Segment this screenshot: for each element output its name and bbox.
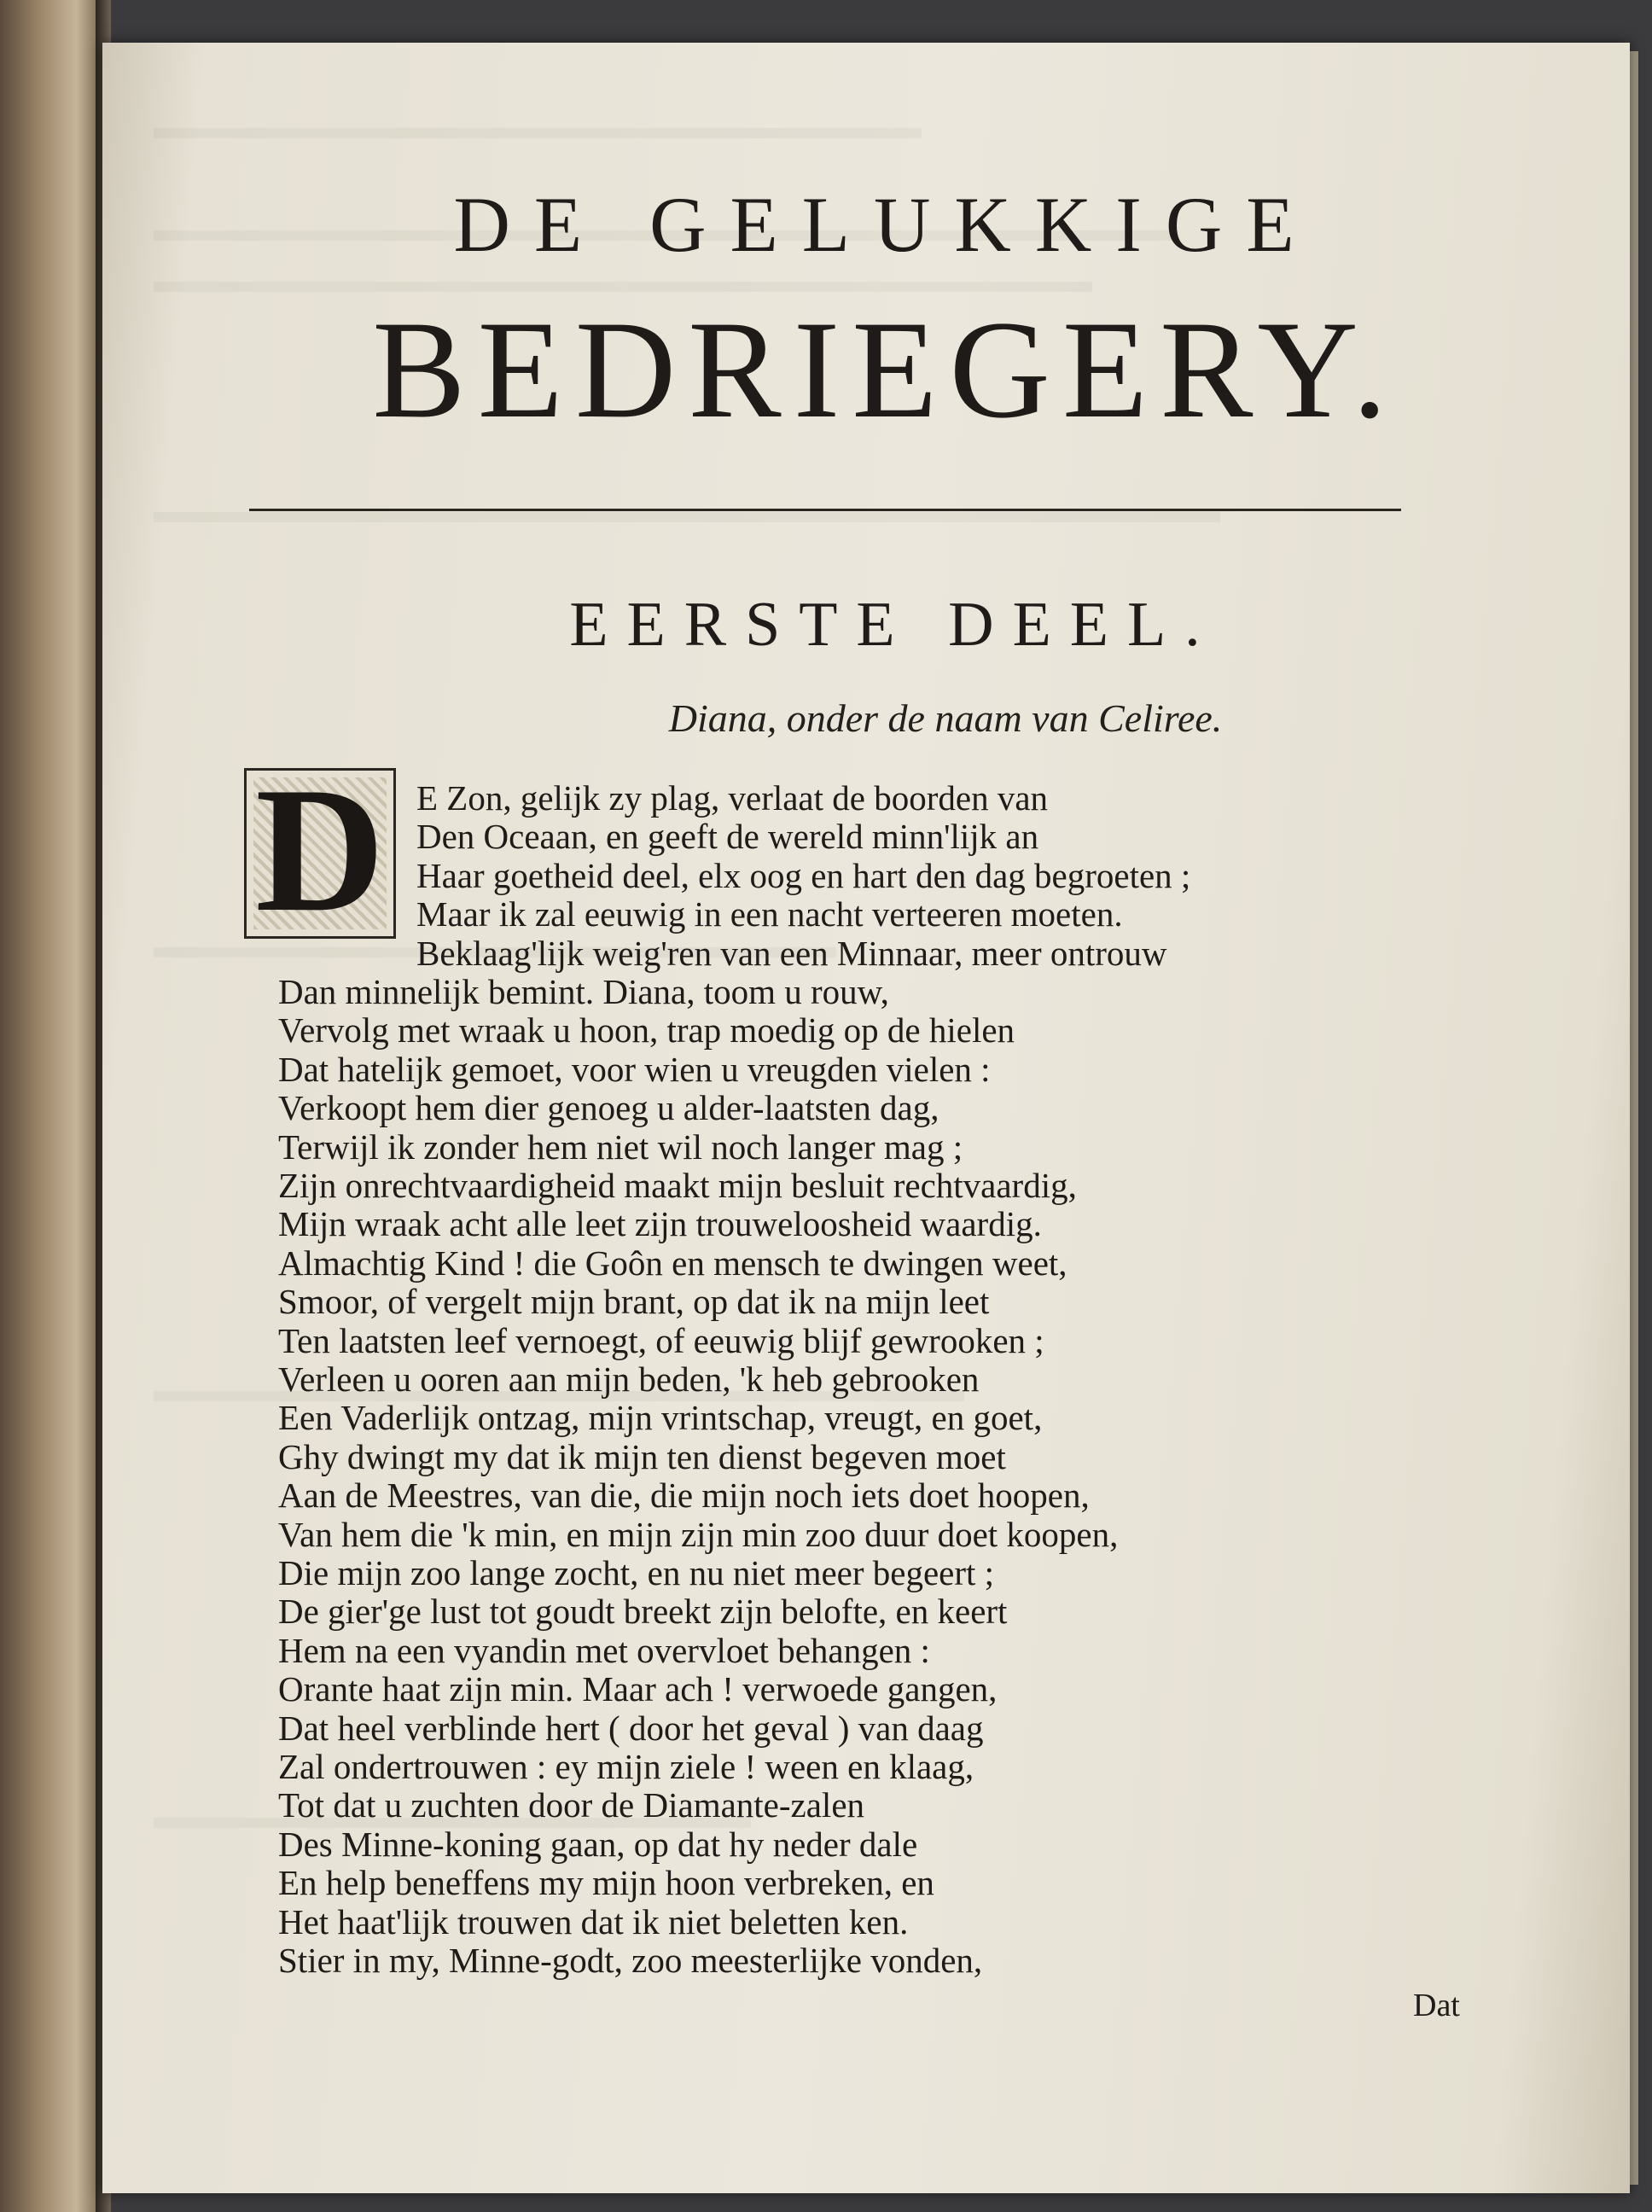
verse-line: Dat heel verblinde hert ( door het geval ) van daag xyxy=(278,1708,984,1748)
verse-line: Dan minnelijk bemint. Diana, toom u rouw, xyxy=(278,972,889,1011)
verse-line: Den Oceaan, en geeft de wereld minn'lijk an xyxy=(416,817,1039,857)
verse-line: Almachtig Kind ! die Goôn en mensch te dwingen weet, xyxy=(278,1243,1067,1283)
verse-line: Smoor, of vergelt mijn brant, op dat ik na mijn leet xyxy=(278,1282,990,1322)
verse-line: Ghy dwingt my dat ik mijn ten dienst begeven moet xyxy=(278,1436,1006,1476)
verse-line: Beklaag'lijk weig'ren van een Minnaar, meer ontrouw xyxy=(416,933,1167,973)
verse-line: Tot dat u zuchten door de Diamante-zalen xyxy=(278,1785,865,1825)
verse-line: Vervolg met wraak u hoon, trap moedig op de hielen xyxy=(278,1010,1015,1051)
verse-line: Dat hatelijk gemoet, voor wien u vreugden vielen : xyxy=(278,1049,991,1089)
verse-line: Verleen u ooren aan mijn beden, 'k heb gebrooken xyxy=(278,1359,980,1399)
verse-line: Het haat'lijk trouwen dat ik niet beletten ken. xyxy=(278,1901,909,1941)
verse-line: Terwijl ik zonder hem niet wil noch langer mag ; xyxy=(278,1126,963,1167)
horizontal-rule xyxy=(249,509,1401,511)
verse-line: Haar goetheid deel, elx oog en hart den dag begroeten ; xyxy=(416,855,1191,895)
verse-line: Een Vaderlijk ontzag, mijn vrintschap, vreugt, en goet, xyxy=(278,1398,1043,1438)
verse-line: Mijn wraak acht alle leet zijn trouweloosheid waardig. xyxy=(278,1204,1042,1244)
title-line-1: DE GELUKKIGE xyxy=(453,181,1318,268)
verse-line: Van hem die 'k min, en mijn zijn min zoo duur doet koopen, xyxy=(278,1514,1119,1554)
drop-cap-letter: D xyxy=(255,751,385,949)
verse-line: Orante haat zijn min. Maar ach ! verwoede gangen, xyxy=(278,1669,998,1709)
verse-line: De gier'ge lust tot goudt breekt zijn belofte, en keert xyxy=(278,1592,1008,1632)
verse-line: Die mijn zoo lange zocht, en nu niet meer begeert ; xyxy=(278,1553,995,1592)
verse-line: Hem na een vyandin met overvloet behangen : xyxy=(278,1630,930,1670)
verse-line: Maar ik zal eeuwig in een nacht verteeren moeten. xyxy=(416,894,1123,934)
verse-line: Zijn onrechtvaardigheid maakt mijn besluit rechtvaardig, xyxy=(278,1166,1077,1205)
verse-line: E Zon, gelijk zy plag, verlaat de boorden van xyxy=(416,778,1049,818)
verse-line: Ten laatsten leef vernoegt, of eeuwig blijf gewrooken ; xyxy=(278,1320,1044,1360)
verse-line: Stier in my, Minne-godt, zoo meesterlijke vonden, xyxy=(278,1941,983,1980)
verse-line: Zal ondertrouwen : ey mijn ziele ! ween en klaag, xyxy=(278,1747,974,1786)
speaker-line: Diana, onder de naam van Celiree. xyxy=(668,696,1223,740)
verse-line: Aan de Meestres, van die, die mijn noch iets doet hoopen, xyxy=(278,1476,1090,1516)
verse-line: Verkoopt hem dier genoeg u alder-laatsten dag, xyxy=(278,1088,939,1128)
catchword: Dat xyxy=(1413,1988,1460,2023)
title-line-2: BEDRIEGERY. xyxy=(372,293,1399,447)
verse-line: En help beneffens my mijn hoon verbreken, en xyxy=(278,1863,934,1903)
section-heading: EERSTE DEEL. xyxy=(569,590,1219,660)
decorated-initial xyxy=(244,751,396,949)
verse-line: Des Minne-koning gaan, op dat hy neder dale xyxy=(278,1824,918,1864)
